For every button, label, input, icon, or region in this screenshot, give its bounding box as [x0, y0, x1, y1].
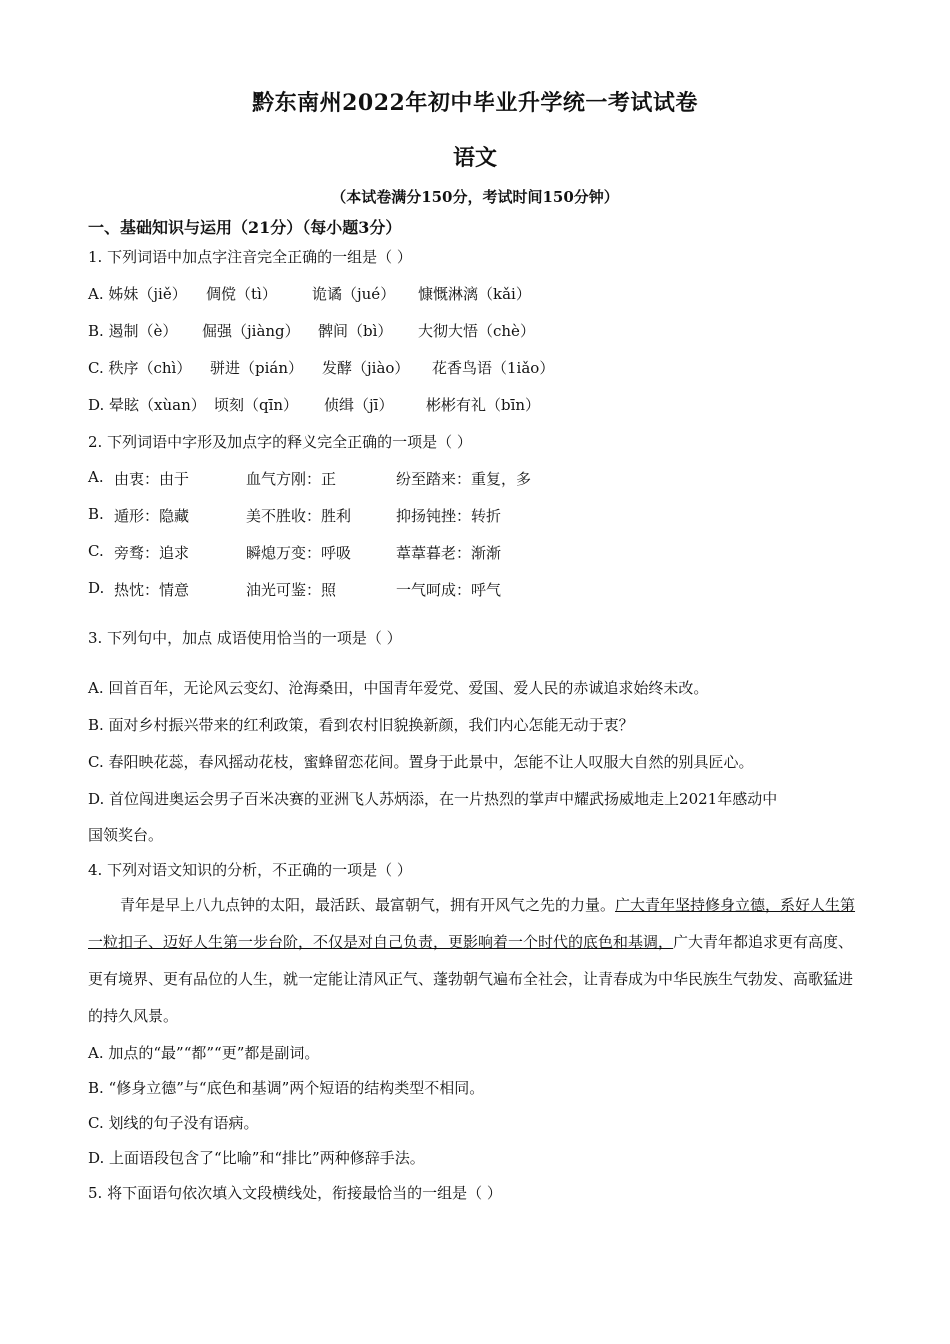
section-heading: 一、基础知识与运用（21分）（每小题3分）	[88, 218, 402, 237]
q1-option-d-4: 彬彬有礼（bīn）	[426, 396, 541, 414]
q4-passage-part2: 广大青年都追求更有高度、更有境界、更有品位的人生，就一定能让清风正气、蓬勃朝气遍布全社会，让青春成为中华民族生气勃发、高歌猛进的持久风景。	[88, 933, 854, 1025]
q4-option-a: A. 加点的“最”“都”“更”都是副词。	[88, 1044, 320, 1062]
q2-option-b-2: 美不胜收：胜利	[246, 507, 352, 525]
q2-option-d-3: 一气呵成：呼气	[396, 581, 502, 599]
q2-stem: 2. 下列词语中字形及加点字的释义完全正确的一项是（ ）	[88, 433, 472, 451]
q2-option-d-1: 热忱：情意	[114, 581, 190, 599]
q4-passage-underlined: 广大青年坚持修身立德，系好人生第一粒扣子、迈好人生第一步台阶，不仅是对自己负责，更影响着一个时代的底色和基调，	[88, 896, 856, 951]
q1-option-c-4: 花香鸟语（1iǎo）	[432, 359, 555, 377]
q3-option-d-cont: 国领奖台。	[88, 826, 164, 844]
q4-passage	[88, 887, 858, 1035]
q2-option-b-1: 遁形：隐藏	[114, 507, 190, 525]
q1-option-c-1: C. 秩序（chì）	[88, 359, 192, 377]
q1-option-b-1: B. 遏制（è）	[88, 322, 178, 340]
q3-option-d: D. 首位闯进奥运会男子百米决赛的亚洲飞人苏炳添，在一片热烈的掌声中耀武扬威地走上2021年感动中	[88, 790, 778, 808]
q2-option-d-2: 油光可鉴：照	[246, 581, 337, 599]
q4-option-c: C. 划线的句子没有语病。	[88, 1114, 259, 1132]
q1-stem: 1. 下列词语中加点字注音完全正确的一组是（ ）	[88, 248, 412, 266]
q1-option-c-2: 骈进（pián）	[210, 359, 304, 377]
q2-option-b-letter: B.	[88, 505, 104, 523]
q1-option-c-3: 发酵（jiào）	[322, 359, 410, 377]
q1-option-b-2: 倔强（jiàng）	[202, 322, 300, 340]
q2-option-c-1: 旁骛：追求	[114, 544, 190, 562]
q2-option-d-letter: D.	[88, 579, 105, 597]
q3-option-a: A. 回首百年，无论风云变幻、沧海桑田，中国青年爱党、爱国、爱人民的赤诚追求始终未改。	[88, 679, 709, 697]
q2-option-a-3: 纷至踏来：重复，多	[396, 470, 532, 488]
q2-option-a-2: 血气方刚：正	[246, 470, 337, 488]
q1-option-d-3: 侦缉（jī）	[324, 396, 394, 414]
q2-option-c-3: 葦葦暮老：渐渐	[396, 544, 502, 562]
q3-option-b: B. 面对乡村振兴带来的红利政策，看到农村旧貌换新颜，我们内心怎能无动于衷？	[88, 716, 634, 734]
q1-option-a-4: 慷慨淋漓（kǎi）	[418, 285, 531, 303]
q2-option-c-2: 瞬熄万变：呼吸	[246, 544, 352, 562]
exam-title: 黔东南州2022年初中毕业升学统一考试试卷	[252, 90, 698, 116]
q4-option-d: D. 上面语段包含了“比喻”和“排比”两种修辞手法。	[88, 1149, 425, 1167]
subject-title: 语文	[452, 145, 497, 171]
q2-option-b-3: 抑扬钝挫：转折	[396, 507, 502, 525]
q2-option-c-letter: C.	[88, 542, 104, 560]
q1-option-d-1: D. 晕眩（xùan）	[88, 396, 206, 414]
q2-option-a-1: 由衷：由于	[114, 470, 190, 488]
q4-passage-part1: 青年是早上八九点钟的太阳，最活跃、最富朝气，拥有开风气之先的力量。	[120, 896, 616, 914]
q1-option-b-3: 髀间（bì）	[318, 322, 393, 340]
q3-option-c: C. 春阳映花蕊，春风摇动花枝，蜜蜂留恋花间。置身于此景中，怎能不让人叹服大自然的别具匠心。	[88, 753, 754, 771]
q1-option-d-2: 顷刻（qīn）	[214, 396, 299, 414]
q1-option-a-2: 倜傥（tì）	[206, 285, 277, 303]
q4-stem: 4. 下列对语文知识的分析，不正确的一项是（ ）	[88, 861, 412, 879]
exam-note: （本试卷满分150分，考试时间150分钟）	[331, 188, 619, 206]
q1-option-b-4: 大彻大悟（chè）	[418, 322, 535, 340]
q5-stem: 5. 将下面语句依次填入文段横线处，衔接最恰当的一组是（ ）	[88, 1184, 502, 1202]
q3-stem: 3. 下列句中，加点 成语使用恰当的一项是（ ）	[88, 629, 402, 647]
q1-option-a-1: A. 姊妹（jiě）	[88, 285, 187, 303]
q2-option-a-letter: A.	[88, 468, 104, 486]
q1-option-a-3: 诡谲（jué）	[312, 285, 396, 303]
q4-option-b: B. “修身立德”与“底色和基调”两个短语的结构类型不相同。	[88, 1079, 485, 1097]
